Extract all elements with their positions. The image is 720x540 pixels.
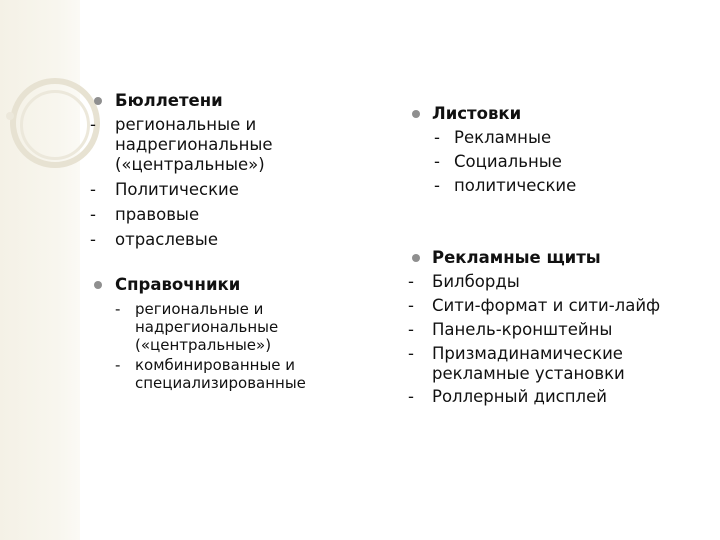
references-title: Справочники <box>115 275 241 294</box>
references-section <box>92 274 392 392</box>
list-item <box>92 230 392 250</box>
list-item <box>410 176 710 196</box>
list-item-text: Рекламные <box>454 128 552 147</box>
dash-marker: - <box>90 230 96 249</box>
bullet-icon <box>412 110 420 118</box>
leaflets-heading <box>410 103 710 125</box>
dash-marker: - <box>115 356 121 374</box>
list-item-text: Билборды <box>432 272 520 291</box>
billboards-section <box>410 247 710 407</box>
billboards-title: Рекламные щиты <box>432 248 601 267</box>
list-item-text: региональные и надрегиональные («центральные») <box>135 300 279 354</box>
dash-marker: - <box>115 300 121 318</box>
dash-marker: - <box>434 176 440 195</box>
list-item-text: Роллерный дисплей <box>432 387 607 406</box>
billboards-heading <box>410 247 710 269</box>
decorative-dot-icon <box>6 112 14 120</box>
list-item <box>92 205 392 225</box>
list-item-text: Сити-формат и сити-лайф <box>432 296 661 315</box>
leaflets-section <box>410 103 710 196</box>
list-item <box>410 152 710 172</box>
bulletins-heading <box>92 90 392 112</box>
dash-marker: - <box>434 128 440 147</box>
dash-marker: - <box>434 152 440 171</box>
references-heading <box>92 274 392 296</box>
dash-marker: - <box>408 387 414 406</box>
list-item <box>410 344 662 384</box>
list-item-text: Социальные <box>454 152 562 171</box>
dash-marker: - <box>408 272 414 291</box>
bulletins-title: Бюллетени <box>115 91 223 110</box>
list-item <box>410 387 710 407</box>
dash-marker: - <box>408 320 414 339</box>
bullet-icon <box>94 281 102 289</box>
list-item <box>410 128 710 148</box>
list-item <box>410 272 710 292</box>
list-item <box>410 296 710 316</box>
dash-marker: - <box>408 296 414 315</box>
list-item <box>92 300 315 354</box>
decorative-ring-inner-icon <box>20 90 90 160</box>
list-item-text: политические <box>454 176 577 195</box>
list-item-text: Призмадинамические рекламные установки <box>432 344 625 383</box>
list-item-text: Политические <box>115 180 239 199</box>
dash-marker: - <box>90 115 96 134</box>
list-item-text: комбинированные и специализированные <box>135 356 306 392</box>
list-item-text: региональные и надрегиональные («центральные») <box>115 115 273 174</box>
dash-marker: - <box>408 344 414 363</box>
bullet-icon <box>94 97 102 105</box>
list-item <box>92 356 355 392</box>
list-item-text: правовые <box>115 205 200 224</box>
list-item-text: Панель-кронштейны <box>432 320 613 339</box>
list-item-text: отраслевые <box>115 230 218 249</box>
list-item <box>92 180 392 200</box>
dash-marker: - <box>90 205 96 224</box>
list-item <box>410 320 710 340</box>
list-item <box>92 115 295 175</box>
bulletins-section <box>92 90 392 250</box>
leaflets-title: Листовки <box>432 104 522 123</box>
bullet-icon <box>412 254 420 262</box>
dash-marker: - <box>90 180 96 199</box>
